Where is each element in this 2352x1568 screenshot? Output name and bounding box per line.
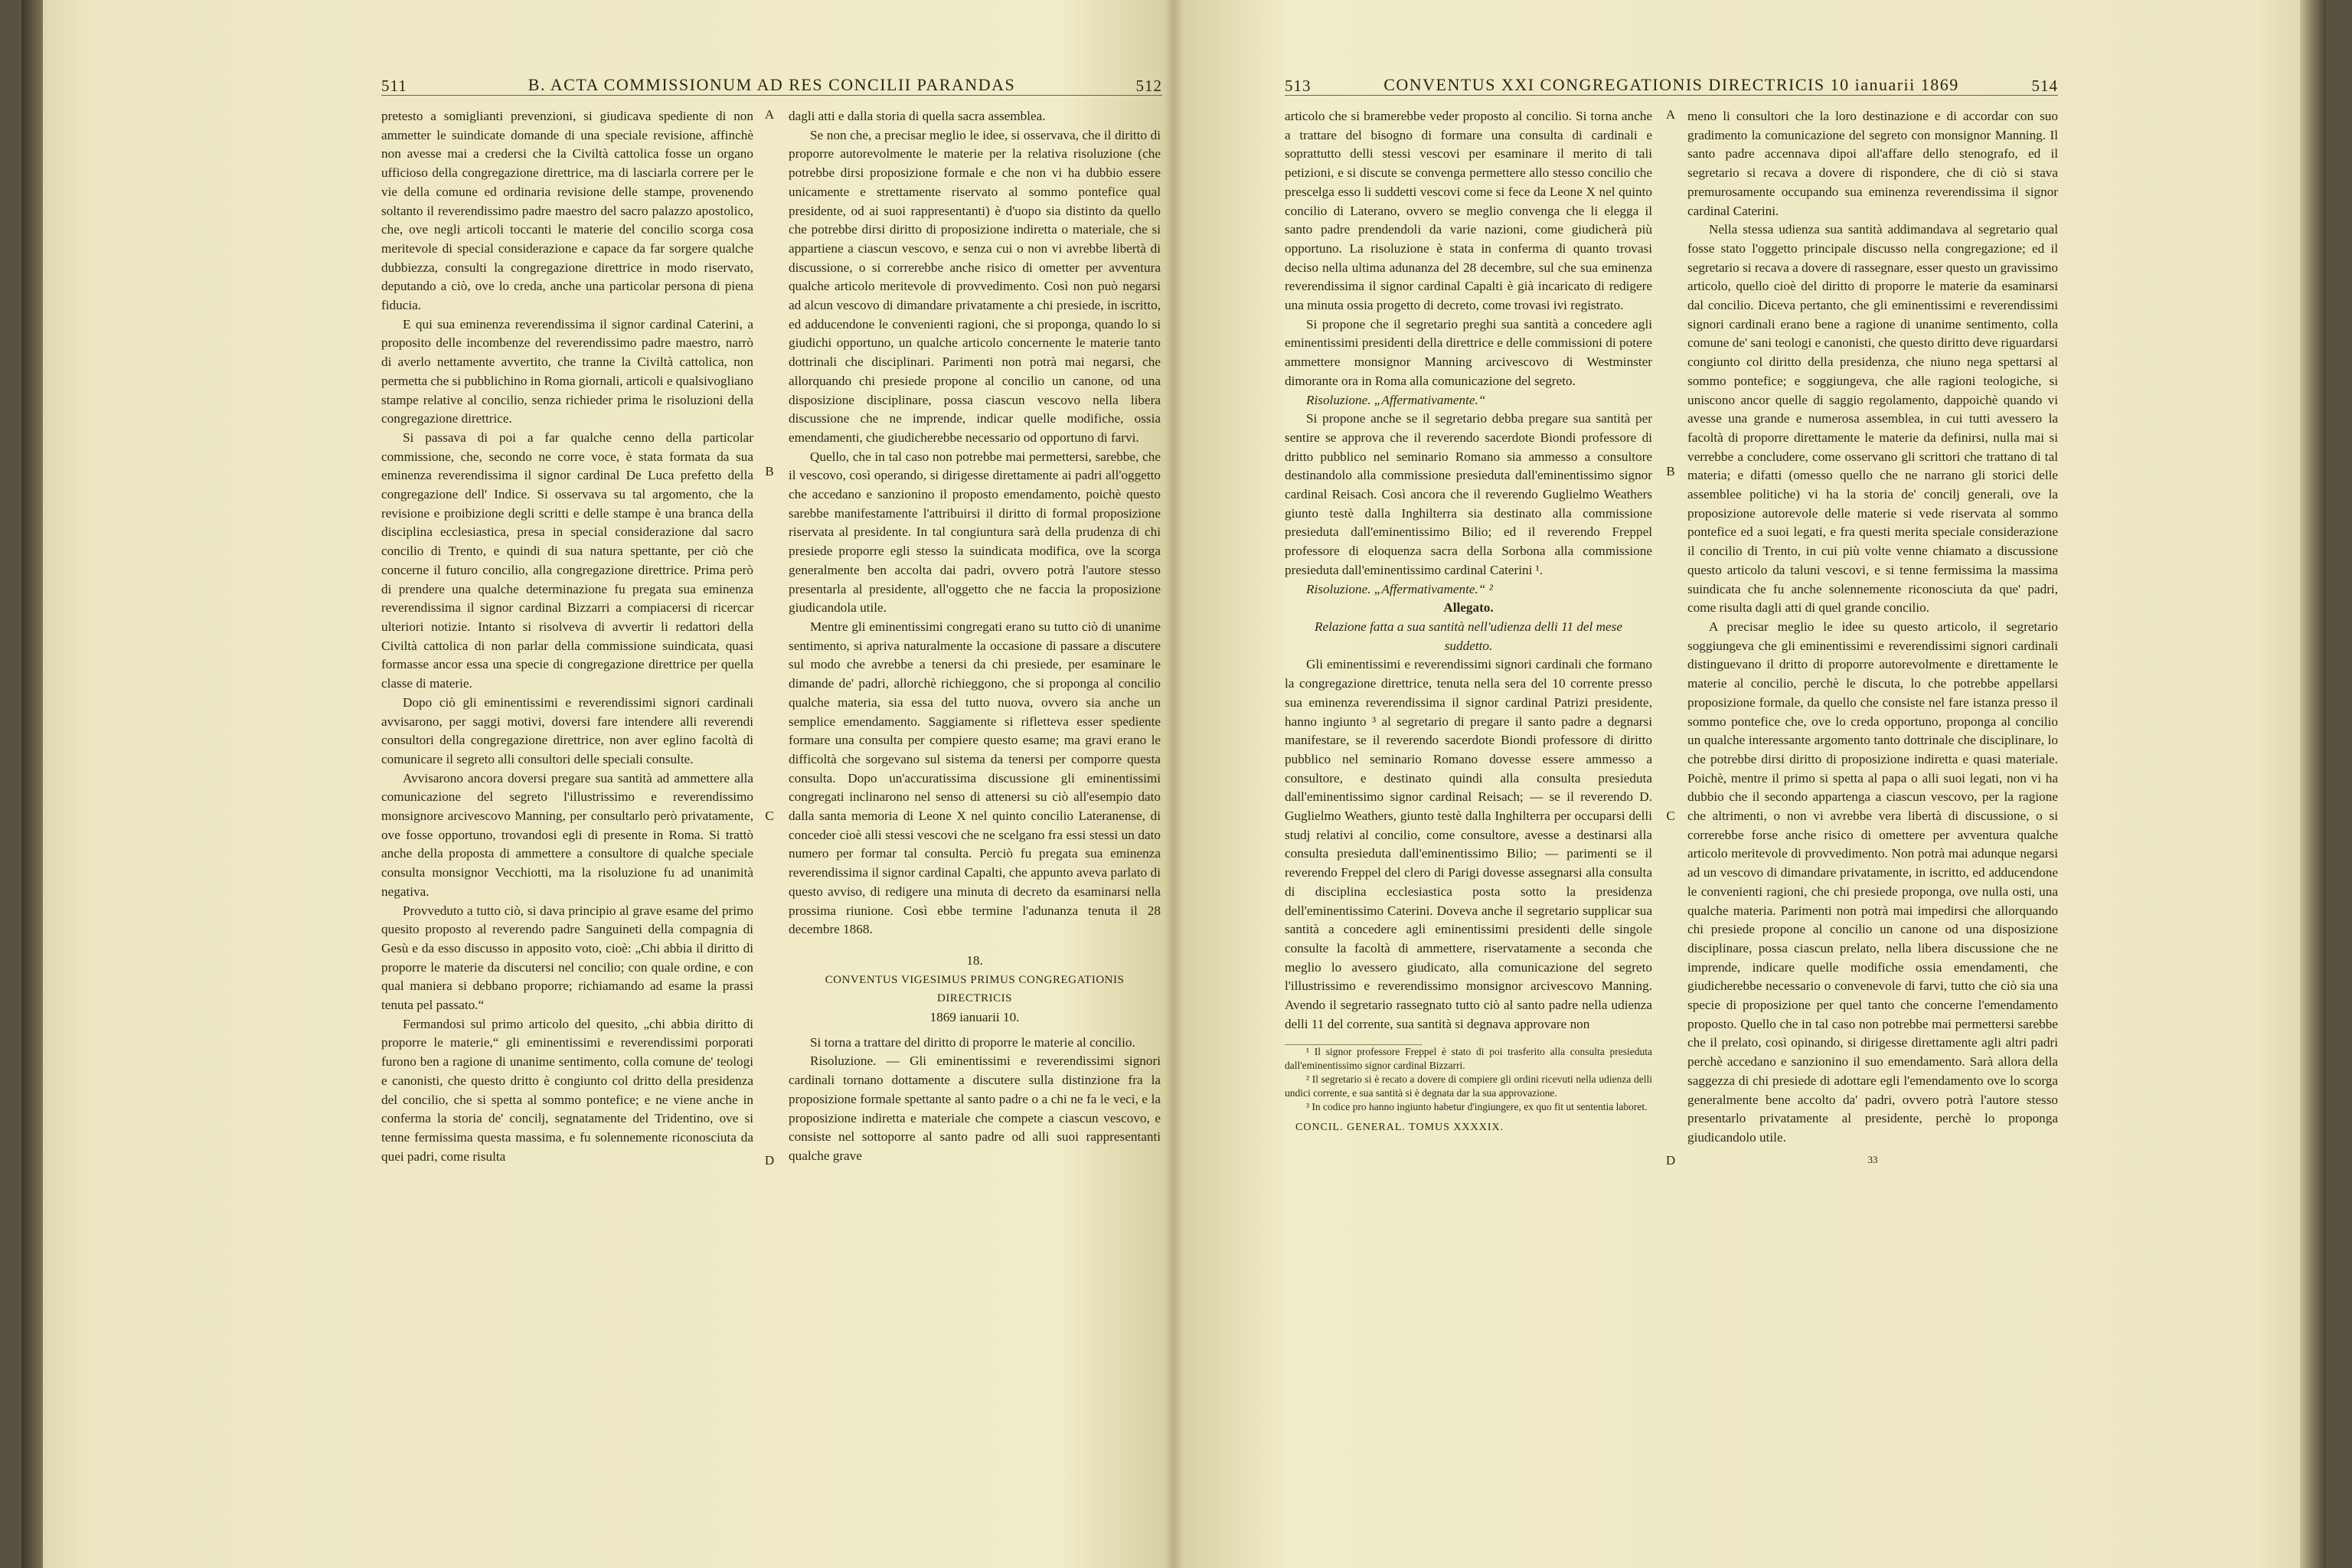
paragraph: meno li consultori che la loro destinazione e di accordar con suo gradimento la comunicazione del segreto con monsignor Manning. Il santo padre accennava dipoi all'affare dello stenografo, ed il segretario si recava a dovere di rispondere, che di ciò si stava premurosamente occupando sua eminenza reverendissima il signor cardinal Caterini. (1687, 109, 2058, 218)
running-title: CONVENTUS XXI CONGREGATIONIS DIRECTRICIS 10 ianuarii 1869 (1383, 75, 1959, 94)
paragraph: Si torna a trattare del diritto di proporre le materie al concilio. (810, 1034, 1135, 1050)
page-number-514: 514 (2031, 77, 2058, 95)
paragraph: Avvisarono ancora doversi pregare sua santità ad ammettere alla comunicazione del segreto l'illustrissimo e reverendissimo monsignore arcivescovo Manning, per consultarlo però privatamente, ove fosse opportuno, trovandosi egli di presente in Roma. Si trattò anche della proposta di ammettere a consultore di qualche speciale consulta monsignor Vecchiotti, ma la risoluzione fu ad unanimità negativa. (381, 770, 753, 899)
section-number: 18. (966, 952, 983, 968)
margin-mark-b: B (765, 464, 774, 479)
right-page-header (1285, 74, 2058, 104)
paragraph: Si passava di poi a far qualche cenno della particolar commissione, che, secondo ne corre voce, è stata formata da sua eminenza reverendissima il signor cardinal De Luca prefetto della congregazione dell' Indice. Si osservava su tal argomento, che la revisione e proibizione degli scritti e delle stampe è una branca della disciplina ecclesiastica, presa in special considerazione dal sacro concilio di Trento, e quindi di sua natura spettante, per ciò che concerne il futuro concilio, alla congregazione direttrice. Prima però di prendere una qualche determinazione fu pregata sua eminenza reverendissima il signor cardinal Bizzarri a compiacersi di ricercar ulteriori notizie. Intanto si risolveva di avvertir li redattori della Civiltà cattolica di non parlar della commissione suindicata, quasi formasse ancor essa una specie di congregazione direttrice per quella classe di materie. (381, 430, 753, 691)
right-page (1285, 0, 2058, 1568)
paragraph: Provveduto a tutto ciò, si dava principio al grave esame del primo quesito proposto al reverendo padre Sanguineti della compagnia di Gesù e da esso discusso in apposito voto, cioè: „Chi abbia il diritto di proporre le materie da discutersi nel concilio; con quale ordine, e con qual maniera si debbano proporre; richiamando ad esame la prassi tenuta pel passato.“ (381, 903, 753, 1013)
resolution: Risoluzione. „Affermativamente.“ (1306, 392, 1486, 407)
left-column-1 (381, 107, 753, 1166)
paragraph: dagli atti e dalla storia di quella sacra assemblea. (789, 109, 1046, 123)
right-column-2 (1687, 107, 2058, 1169)
section-date: 1869 ianuarii 10. (929, 1010, 1020, 1025)
paragraph: Fermandosi sul primo articolo del quesito, „chi abbia diritto di proporre le materie,“ gli eminentissimi e reverendissimi porporati furono ben a ragione di unanime sentimento, colla comune de' teologi e canonisti, che questo dritto è congiunto col dritto della presidenza del concilio, che si spetta al sommo pontefice; e ne viene anche in conferma la storia de' concilj, segnatamente del Tridentino, ove si tenne fermissima questa massima, e fu solennemente riconosciuta da quei padri, come risulta (381, 1016, 753, 1164)
margin-mark-a: A (1665, 107, 1676, 122)
left-page (381, 0, 1162, 1568)
paragraph: Dopo ciò gli eminentissimi e reverendissimi signori cardinali avvisarono, per saggi motivi, doversi fare intendere alli reverendi consultori della congregazione direttrice, non aver eglino facoltà di comunicare il segreto alli consultori delle speciali consulte. (381, 694, 753, 766)
paragraph: pretesto a somiglianti prevenzioni, si giudicava spediente di non ammetter le suindicate domande di una speciale revisione, affinchè non avesse mai a credersi che la Civiltà cattolica fosse un organo ufficioso della congregazione direttrice, ma di lasciarla correre per le vie della comune ed ordinaria revisione delle stampe, provenendo soltanto il reverendissimo padre maestro del sacro palazzo apostolico, che, ove negli articoli toccanti le materie del concilio scorga cosa meritevole di special considerazione e capace da far sorgere qualche dubbiezza, consulti la congregazione direttrice in modo riservato, deputando a ciò, ove lo creda, anche una particolar persona di piena fiducia. (381, 109, 753, 313)
paragraph: articolo che si bramerebbe veder proposto al concilio. Si torna anche a trattare del bisogno di formare una consulta di cardinali e soprattutto delli stessi vescovi per esaminare il merito di tali petizioni, e si discute se convenga permettere allo stesso concilio che prescelga esso li suddetti vescovi come si fece da Leone X nel quinto concilio di Laterano, ovvero se meglio convenga che li elegga il santo padre prendendoli da varie nazioni, come giudicherà più opportuno. La risoluzione è stata in conferma di quanto trovasi deciso nella ultima adunanza del 28 decembre, sul che sua eminenza reverendissima il signor cardinal Capalti è già incaricato di redigere una minuta ossia progetto di decreto, come trovasi ivi registrato. (1285, 109, 1652, 313)
header-rule (1285, 95, 2058, 96)
paragraph: Nella stessa udienza sua santità addimandava al segretario qual fosse stato l'oggetto principale discusso nella congregazione; ed il segretario si recava a dovere di rassegnare, esser questo un gravissimo articolo, quello cioè del diritto di proporre le materie da esaminarsi dal concilio. Diceva pertanto, che gli eminentissimi e reverendissimi signori cardinali erano bene a ragione di unanime sentimento, colla comune de' sani teologi e canonisti, che questo diritto deve riguardarsi congiunto col diritto della presidenza, che niuno nega spettarsi al sommo pontefice; e soggiungeva, che alle ragioni teologiche, si uniscono ancor quelle di saggio regolamento, dappoichè quando vi avesse una grande e numerosa assemblea, in cui tutti avessero la facoltà di proporre direttamente le materie da definirsi, nulla mai si verrebbe a concludere, come osservano gli scrittori che trattano di tal materia; e difatti (omesso quello che ne narrano gli storici delle assemblee politiche) vi ha la storia de' concilj generali, ove la proposizione autorevole delle materie si vede riservata al sommo pontefice ed a suoi legati, e fra questi merita speciale considerazione il concilio di Trento, in cui più volte venne chiamato a discussione questo articolo da taluni vescovi, e si tenne fermissima la massima suindicata che fu anche solennemente riconosciuta da que' padri, come risulta dagli atti di quel grande concilio. (1687, 222, 2058, 616)
volume-signature: CONCIL. GENERAL. TOMUS XXXXIX. (1295, 1122, 1504, 1134)
resolution: Risoluzione. „Affermativamente.“ ² (1306, 581, 1493, 596)
book-right-edge (2300, 0, 2326, 1568)
paragraph: Se non che, a precisar meglio le idee, si osservava, che il diritto di proporre autorevolmente le materie per la relativa risoluzione (che potrebbe dirsi proposizione formale e che non vi ha dubbio essere unicamente e strettamente riservato al sommo pontefice qual presidente, od ai suoi rappresentanti) è d'uopo sia distinto da quello che potrebbe dirsi diritto di proposizione indiretta o materiale, che si appartiene a ciascun vescovo, e senza cui o non vi avrebbe libertà di discussione, o si correrebbe anche risico di ometter per avventura qualche articolo meritevole di provvedimento. Così non può negarsi ad alcun vescovo di dimandare privatamente a chi presiede, in iscritto, ed adducendone le convenienti ragioni, che si proponga, quando lo si giudichi opportuno, un qualche articolo concernente le materie tanto dottrinali che disciplinari. Parimenti non potrà mai negarsi, che allorquando chi presiede propone al concilio un canone, od una disposizione disciplinare, possa ciascun vescovo nella libera discussione che ne imprende, indicar quelle modifiche, ossia emendamenti, che giudicherebbe necessario od opportuno di farvi. (789, 127, 1161, 445)
sheet-number: 33 (1867, 1153, 1878, 1165)
margin-mark-d: D (764, 1153, 775, 1168)
left-page-header (381, 74, 1162, 104)
margin-mark-b: B (1666, 464, 1675, 479)
paragraph: Si propone anche se il segretario debba pregare sua santità per sentire se approva che il reverendo sacerdote Biondi professore di dritto pubblico nel seminario Romano sia ammesso a consultore destinandolo alla commissione presieduta dall'eminentissimo signor cardinal Reisach. Così ancora che il reverendo Guglielmo Weathers giunto testè dalla Inghilterra sia destinato alla commissione presieduta dall'eminentissimo Bilio; ed il reverendo Freppel professore di eloquenza sacra della Sorbona alla commissione presieduta dall'eminentissimo cardinal Caterini ¹. (1285, 411, 1652, 577)
section-title-2: DIRECTRICIS (936, 992, 1012, 1005)
book-left-edge (21, 0, 43, 1568)
footnote-3: ³ In codice pro hanno ingiunto habetur d'ingiungere, ex quo fit ut sententia laboret. (1306, 1101, 1648, 1113)
page-number-511: 511 (381, 77, 407, 95)
right-column-1 (1285, 107, 1652, 1138)
relazione-heading: Relazione fatta a sua santità nell'udienza delli 11 del mese suddetto. (1315, 619, 1622, 653)
margin-mark-c: C (765, 808, 774, 823)
page-number-512: 512 (1135, 77, 1162, 95)
running-title: B. ACTA COMMISSIONUM AD RES CONCILII PARANDAS (528, 75, 1016, 94)
paragraph: Risoluzione. — Gli eminentissimi e reverendissimi signori cardinali tornano dottamente a discutere sulla distinzione fra la proposizione formale spettante al santo padre o a chi ne fa le veci, e la proposizione indiretta e materiale che compete a ciascun vescovo, e consiste nel sottoporre al santo padre od alli suoi rappresentanti qualche grave (789, 1054, 1161, 1163)
paragraph: E qui sua eminenza reverendissima il signor cardinal Caterini, a proposito delle incombenze del reverendissimo padre maestro, narrò di averlo nettamente avvertito, che tranne la Civiltà cattolica, non permetta che si pubblichino in Roma giornali, articoli e qualsivogliano stampe relative al concilio, senza richieder prima le risoluzioni della congregazione direttrice. (381, 316, 753, 426)
margin-mark-a: A (764, 107, 775, 122)
book-spread (21, 0, 2326, 1568)
left-column-2 (789, 107, 1161, 1166)
header-rule (381, 95, 1162, 96)
paragraph: Si propone che il segretario preghi sua santità a concedere agli eminentissimi presidenti della direttrice e delle commissioni di potere ammettere monsignor Manning arcivescovo di Westminster dimorante ora in Roma alla comunicazione del segreto. (1285, 316, 1652, 388)
page-number-513: 513 (1285, 77, 1312, 95)
paragraph: Quello, che in tal caso non potrebbe mai permettersi, sarebbe, che il vescovo, così operando, si dirigesse direttamente ai padri all'oggetto che accedano e sanzionino il proposto emendamento, poichè questo sarebbe manifestamente l'attribuirsi il diritto di formal proposizione riservata al presidente. In tal congiuntura sarà della prudenza di chi presiede proporre egli stesso la suindicata modifica, ove la scorga generalmente ben accolta dai padri, ovvero potrà l'autore stesso presentarla al presidente, all'oggetto che ne faccia la proposizione giudicandola utile. (789, 449, 1161, 616)
margin-mark-d: D (1665, 1153, 1676, 1168)
footnote-2: ² Il segretario si è recato a dovere di compiere gli ordini ricevuti nella udienza delli undici corrente, e sua santità si è degnata dar la sua approvazione. (1285, 1073, 1652, 1099)
paragraph: A precisar meglio le idee su questo articolo, il segretario soggiungeva che gli eminentissimi e reverendissimi signori cardinali distinguevano il dritto di proporre autorevolmente e direttamente le materie al concilio, perchè le discuta, lo che potrebbe appellarsi proposizione formale, da quello che consiste nel fare istanza presso il sommo pontefice che, ove lo creda opportuno, proponga al concilio un qualche interessante argomento tanto dottrinale che disciplinare, lo che potrebbe dirsi diritto di proposizione indiretta e quasi materiale. Poichè, mentre il primo si spetta al papa o alli suoi legati, non vi ha dubbio che il secondo appartenga a ciascun vescovo, per la ragione che altrimenti, o non vi avrebbe vera libertà di discussione, o si correrebbe forse anche risico di omettere per avventura qualche articolo meritevole di provvedimento. Non potrà mai adunque negarsi ad un vescovo di dimandare privatamente, in iscritto, ed adducendone le convenienti ragioni, che chi presiede proponga, ove nulla osti, una qualche materia. Parimenti non potrà mai impedirsi che allorquando chi presiede propone al concilio un canone od una disposizione disciplinare, possa ciascun prelato, nella libera discussione che ne imprende, indicare quelle modifiche ossia emendamenti, che giudicherebbe necessario o convenevole di farvi, tutto che ciò sia una specie di proposizione per quel tanto che concerne l'emendamento proposto. Quello che in tal caso non potrebbe mai permettersi sarebbe che il prelato, così opinando, si dirigesse direttamente agli altri padri perchè accedano e sanzionino il suo emendamento. Sarà allora della saggezza di chi presiede di adottare egli l'emendamento ove lo scorga generalmente bene accolto da' padri, ovvero potrà l'autore stesso presentarlo privatamente al presidente, perchè lo proponga giudicandolo utile. (1687, 619, 2058, 1145)
section-title: CONVENTUS VIGESIMUS PRIMUS CONGREGATIONIS (825, 973, 1125, 986)
footnote-1: ¹ Il signor professore Freppel è stato di poi trasferito alla consulta presieduta dall'eminentissimo signor cardinal Bizzarri. (1285, 1046, 1652, 1072)
allegato-heading: Allegato. (1443, 600, 1494, 616)
paragraph: Gli eminentissimi e reverendissimi signori cardinali che formano la congregazione direttrice, tenuta nella sera del 10 corrente presso sua eminenza reverendissima il signor cardinal Patrizi presidente, hanno ingiunto ³ al segretario di pregare il santo padre a degnarsi manifestare, se il reverendo sacerdote Biondi professore di diritto pubblico nel seminario Romano dovesse essere ammesso a consultore, e destinato quindi alla consulta presieduta dall'eminentissimo signor cardinal Reisach; — se il reverendo D. Guglielmo Weathers, giunto testè dalla Inghilterra per occuparsi delli studj relativi al concilio, come consultore, avesse a destinarsi alla consulta presieduta dall'eminentissimo Bilio; — parimenti se il reverendo Freppel del clero di Parigi dovesse assegnarsi alla consulta di disciplina ecclesiastica posta sotto la presidenza dell'eminentissimo Caterini. Doveva anche il segretario supplicar sua santità a concedere agli eminentissimi presidenti delle singole consulte la facoltà di ammettere, riservatamente a seconda che meglio lo avessero giudicato, alla comunicazione del segreto l'illustrissimo e reverendissimo monsignor arcivescovo Manning. Avendo il segretario rassegnato tutto ciò al santo padre nella udienza delli 11 del corrente, sua santità si degnava approvare non (1285, 657, 1652, 1031)
margin-mark-c: C (1666, 808, 1675, 823)
paragraph: Mentre gli eminentissimi congregati erano su tutto ciò di unanime sentimento, si apriva naturalmente la occasione di passare a discutere sul modo che avrebbe a tenersi da chi presiede, per esaminare le dimande de' padri, allorchè richieggono, che si proponga al concilio qualche materia, sia essa del tutto nuova, ovvero sia anche un semplice emendamento. Saggiamente si rifletteva esser spediente formare una consulta per compiere questo esame; ma gravi erano le difficoltà che sorgevano sul sistema da tenersi per comporre questa consulta. Dopo un'accuratissima discussione gli eminentissimi congregati inclinarono nel senso di attenersi su ciò all'esempio dato dalla santa memoria di Leone X nel quinto concilio Lateranense, di conceder cioè alli stessi vescovi che ne scelgano fra essi stessi un dato numero per formar tal consulta. Perciò fu pregata sua eminenza reverendissima il signor cardinal Capalti, che appunto aveva parlato di questo avviso, di redigere una minuta di decreto da esaminarsi nella prossima riunione. Così ebbe termine l'adunanza tenuta il 28 decembre 1868. (789, 619, 1161, 937)
